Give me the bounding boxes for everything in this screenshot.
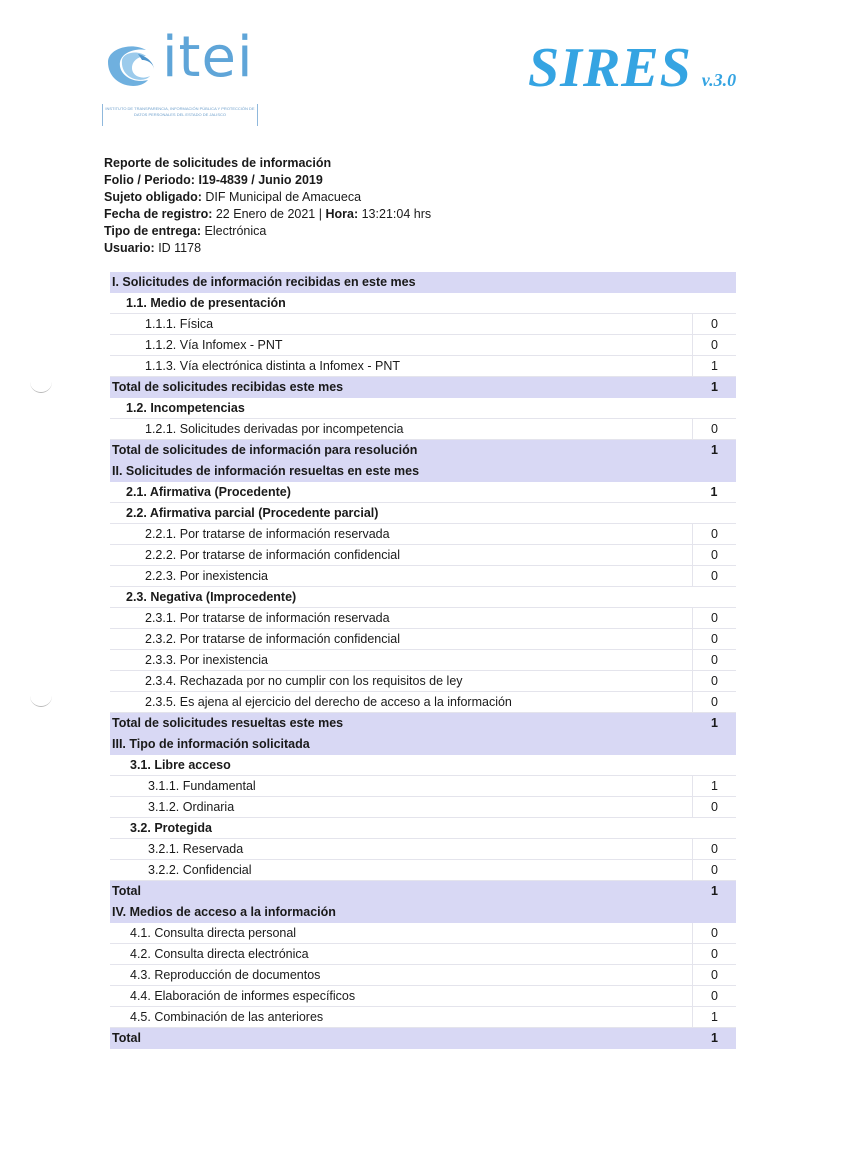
subsection-row <box>110 293 736 314</box>
report-info <box>104 155 431 257</box>
section-row <box>110 902 736 923</box>
row-value: 0 <box>692 944 736 964</box>
total-row <box>110 713 736 734</box>
row-label: 1.2.1. Solicitudes derivadas por incompetencia <box>145 422 404 436</box>
row-label: II. Solicitudes de información resueltas en este mes <box>112 464 420 478</box>
sujeto-label: Sujeto obligado: <box>104 190 202 204</box>
subsection-row <box>110 587 736 608</box>
row-value: 0 <box>692 629 736 649</box>
row-value <box>692 272 736 292</box>
row-label: 4.2. Consulta directa electrónica <box>130 947 309 961</box>
row-label: 2.3.1. Por tratarse de información reservada <box>145 611 390 625</box>
folio-label: Folio / Periodo: <box>104 173 195 187</box>
row-value: 0 <box>692 566 736 586</box>
row-label: 2.3.4. Rechazada por no cumplir con los requisitos de ley <box>145 674 463 688</box>
table-row <box>110 335 736 356</box>
row-value <box>692 734 736 754</box>
fecha-label: Fecha de registro: <box>104 207 213 221</box>
table-row <box>110 986 736 1007</box>
row-value: 1 <box>692 377 736 397</box>
row-label: 2.3.3. Por inexistencia <box>145 653 268 667</box>
row-label: 1.2. Incompetencias <box>126 401 245 415</box>
table-row <box>110 944 736 965</box>
row-label: 2.3.2. Por tratarse de información confidencial <box>145 632 400 646</box>
row-value: 0 <box>692 335 736 355</box>
row-label: 4.4. Elaboración de informes específicos <box>130 989 356 1003</box>
row-label: Total de solicitudes de información para resolución <box>112 443 418 457</box>
itei-logo <box>102 25 260 130</box>
row-value: 1 <box>692 356 736 376</box>
row-value: 0 <box>692 986 736 1006</box>
row-value: 0 <box>692 839 736 859</box>
row-label: 1.1. Medio de presentación <box>126 296 286 310</box>
row-label: 3.1.1. Fundamental <box>148 779 256 793</box>
table-row <box>110 1007 736 1028</box>
sires-version: v.3.0 <box>701 70 737 90</box>
row-value: 0 <box>692 965 736 985</box>
section-row <box>110 272 736 293</box>
table-row <box>110 923 736 944</box>
hora-value: 13:21:04 hrs <box>361 207 432 221</box>
sires-brand <box>528 36 736 100</box>
row-label: Total de solicitudes resueltas este mes <box>112 716 344 730</box>
row-label: 3.2. Protegida <box>130 821 212 835</box>
row-label: 2.3.5. Es ajena al ejercicio del derecho de acceso a la información <box>145 695 512 709</box>
sires-wordmark: SIRES <box>528 37 692 99</box>
entrega-label: Tipo de entrega: <box>104 224 202 238</box>
subsection-row <box>110 755 736 776</box>
table-row <box>110 566 736 587</box>
section-row <box>110 734 736 755</box>
total-row <box>110 1028 736 1049</box>
row-label: 2.3. Negativa (Improcedente) <box>126 590 297 604</box>
row-value: 0 <box>692 860 736 880</box>
row-value: 0 <box>692 923 736 943</box>
folio-value: I19-4839 / Junio 2019 <box>198 173 323 187</box>
itei-institution-text: INSTITUTO DE TRANSPARENCIA, INFORMACIÓN PÚBLICA Y PROTECCIÓN DE DATOS PERSONALES DEL ESTADO DE JALISCO <box>102 104 258 126</box>
row-value: 0 <box>692 650 736 670</box>
section-row <box>110 461 736 482</box>
row-value: 0 <box>692 314 736 334</box>
entrega-value: Electrónica <box>204 224 267 238</box>
row-label: Total <box>112 884 141 898</box>
sujeto-value: DIF Municipal de Amacueca <box>205 190 362 204</box>
subsection-row <box>110 398 736 419</box>
table-row <box>110 629 736 650</box>
row-label: 3.2.1. Reservada <box>148 842 244 856</box>
row-value <box>692 398 736 418</box>
report-title: Reporte de solicitudes de información <box>104 156 332 170</box>
subsection-row <box>110 503 736 524</box>
row-value <box>692 755 736 775</box>
row-label: IV. Medios de acceso a la información <box>112 905 336 919</box>
usuario-value: ID 1178 <box>158 241 202 255</box>
itei-wordmark: itei <box>162 25 254 90</box>
row-value: 0 <box>692 692 736 712</box>
row-value: 0 <box>692 671 736 691</box>
table-row <box>110 545 736 566</box>
row-value <box>692 503 736 523</box>
row-value: 1 <box>692 776 736 796</box>
row-label: 2.2.2. Por tratarse de información confidencial <box>145 548 400 562</box>
row-label: 2.1. Afirmativa (Procedente) <box>126 485 291 499</box>
table-row <box>110 608 736 629</box>
table-row <box>110 671 736 692</box>
table-row <box>110 356 736 377</box>
row-value: 1 <box>692 1028 736 1048</box>
row-value <box>692 818 736 838</box>
row-value: 1 <box>692 881 736 901</box>
row-label: 1.1.3. Vía electrónica distinta a Infomex - PNT <box>145 359 400 373</box>
fecha-value: 22 Enero de 2021 <box>215 207 316 221</box>
itei-swirl-icon <box>102 40 160 94</box>
row-value: 1 <box>710 485 718 499</box>
punch-hole-top <box>30 378 52 393</box>
row-value: 0 <box>692 797 736 817</box>
row-label: 3.2.2. Confidencial <box>148 863 252 877</box>
subsection-row <box>110 818 736 839</box>
row-label: 3.1.2. Ordinaria <box>148 800 235 814</box>
table-row <box>110 650 736 671</box>
row-value <box>692 587 736 607</box>
row-value: 1 <box>692 440 736 460</box>
row-label: 3.1. Libre acceso <box>130 758 231 772</box>
row-label: 2.2.1. Por tratarse de información reservada <box>145 527 390 541</box>
punch-hole-bottom <box>30 692 52 707</box>
row-value: 0 <box>692 545 736 565</box>
hora-label: Hora: <box>325 207 359 221</box>
table-row <box>110 860 736 881</box>
table-row <box>110 314 736 335</box>
row-value: 1 <box>692 713 736 733</box>
total-row <box>110 377 736 398</box>
row-value: 0 <box>692 524 736 544</box>
total-row <box>110 881 736 902</box>
row-label: 4.3. Reproducción de documentos <box>130 968 321 982</box>
row-label: 2.2.3. Por inexistencia <box>145 569 268 583</box>
row-value: 1 <box>692 1007 736 1027</box>
table-row <box>110 776 736 797</box>
table-row <box>110 839 736 860</box>
table-row <box>110 419 736 440</box>
row-value <box>692 293 736 313</box>
row-label: 2.2. Afirmativa parcial (Procedente parcial) <box>126 506 379 520</box>
row-label: 1.1.1. Física <box>145 317 214 331</box>
row-label: Total <box>112 1031 141 1045</box>
hora-separator: | <box>318 207 322 221</box>
row-label: III. Tipo de información solicitada <box>112 737 310 751</box>
row-label: 1.1.2. Vía Infomex - PNT <box>145 338 283 352</box>
row-value: 0 <box>692 419 736 439</box>
report-table <box>110 272 736 1049</box>
table-row <box>110 692 736 713</box>
subsection-row <box>110 482 736 503</box>
row-label: 4.1. Consulta directa personal <box>130 926 297 940</box>
row-value <box>692 461 736 481</box>
table-row <box>110 524 736 545</box>
row-label: I. Solicitudes de información recibidas en este mes <box>112 275 416 289</box>
row-label: 4.5. Combinación de las anteriores <box>130 1010 324 1024</box>
row-label: Total de solicitudes recibidas este mes <box>112 380 344 394</box>
usuario-label: Usuario: <box>104 241 155 255</box>
table-row <box>110 965 736 986</box>
row-value <box>692 902 736 922</box>
table-row <box>110 797 736 818</box>
row-value: 0 <box>692 608 736 628</box>
total-row <box>110 440 736 461</box>
